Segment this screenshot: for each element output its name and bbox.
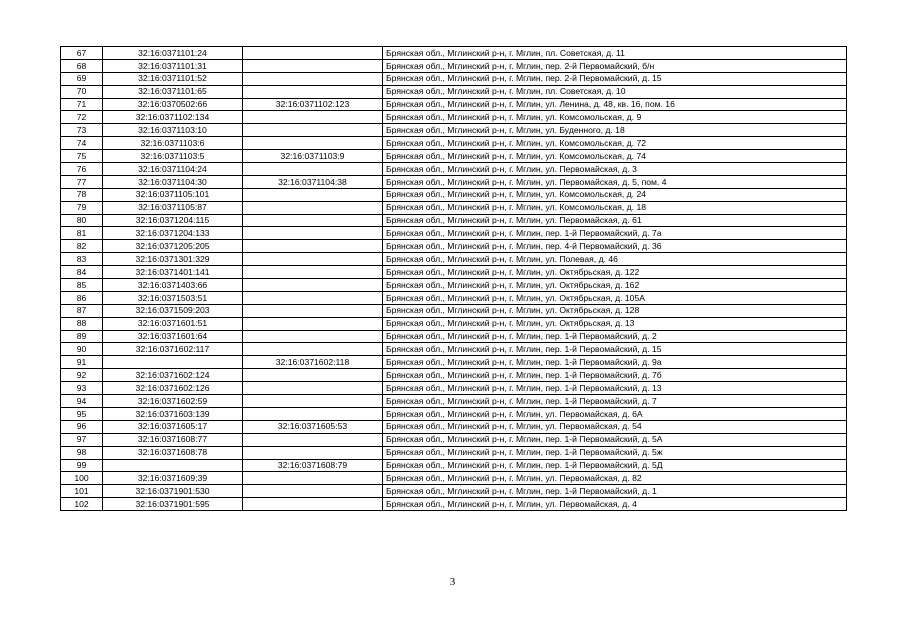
row-number-cell: 91 (61, 356, 103, 369)
table-row (61, 459, 847, 472)
table-row (61, 485, 847, 498)
building-cadastral-number-cell (243, 330, 383, 343)
table-row (61, 85, 847, 98)
cadastral-number-cell: 32:16:0371602:124 (103, 369, 243, 382)
building-cadastral-number-cell (243, 266, 383, 279)
table-row (61, 420, 847, 433)
cadastral-number-cell: 32:16:0371301:329 (103, 253, 243, 266)
table-row (61, 472, 847, 485)
building-cadastral-number-cell (243, 85, 383, 98)
table-row (61, 227, 847, 240)
row-number-cell: 97 (61, 433, 103, 446)
building-cadastral-number-cell (243, 47, 383, 60)
cadastral-number-cell: 32:16:0371401:141 (103, 266, 243, 279)
building-cadastral-number-cell (243, 227, 383, 240)
address-cell: Брянская обл., Мглинский р-н, г. Мглин, ул. Первомайская, д. 4 (383, 498, 847, 511)
address-cell: Брянская обл., Мглинский р-н, г. Мглин, ул. Полевая, д. 46 (383, 253, 847, 266)
address-cell: Брянская обл., Мглинский р-н, г. Мглин, пер. 1-й Первомайский, д. 1 (383, 485, 847, 498)
cadastral-number-cell: 32:16:0371601:64 (103, 330, 243, 343)
address-cell: Брянская обл., Мглинский р-н, г. Мглин, пер. 1-й Первомайский, д. 13 (383, 382, 847, 395)
building-cadastral-number-cell (243, 407, 383, 420)
address-cell: Брянская обл., Мглинский р-н, г. Мглин, пер. 1-й Первомайский, д. 5А (383, 433, 847, 446)
building-cadastral-number-cell: 32:16:0371104:38 (243, 175, 383, 188)
row-number-cell: 77 (61, 175, 103, 188)
building-cadastral-number-cell (243, 214, 383, 227)
address-cell: Брянская обл., Мглинский р-н, г. Мглин, пл. Советская, д. 10 (383, 85, 847, 98)
cadastral-number-cell: 32:16:0371204:115 (103, 214, 243, 227)
address-cell: Брянская обл., Мглинский р-н, г. Мглин, пл. Советская, д. 11 (383, 47, 847, 60)
address-cell: Брянская обл., Мглинский р-н, г. Мглин, ул. Октябрьская, д. 13 (383, 317, 847, 330)
building-cadastral-number-cell (243, 240, 383, 253)
table-row (61, 395, 847, 408)
table-row (61, 111, 847, 124)
address-cell: Брянская обл., Мглинский р-н, г. Мглин, ул. Октябрьская, д. 128 (383, 304, 847, 317)
cadastral-number-cell: 32:16:0371602:59 (103, 395, 243, 408)
row-number-cell: 95 (61, 407, 103, 420)
cadastral-number-cell: 32:16:0371101:31 (103, 59, 243, 72)
table-row (61, 72, 847, 85)
table-row (61, 137, 847, 150)
address-cell: Брянская обл., Мглинский р-н, г. Мглин, ул. Первомайская, д. 6А (383, 407, 847, 420)
table-row (61, 291, 847, 304)
address-cell: Брянская обл., Мглинский р-н, г. Мглин, пер. 2-й Первомайский, б/н (383, 59, 847, 72)
cadastral-number-cell: 32:16:0371901:530 (103, 485, 243, 498)
table-row (61, 266, 847, 279)
table-row (61, 240, 847, 253)
cadastral-number-cell: 32:16:0371103:6 (103, 137, 243, 150)
table-row (61, 188, 847, 201)
row-number-cell: 96 (61, 420, 103, 433)
cadastral-number-cell: 32:16:0371602:126 (103, 382, 243, 395)
cadastral-number-cell: 32:16:0371609:39 (103, 472, 243, 485)
cadastral-number-cell: 32:16:0371104:30 (103, 175, 243, 188)
building-cadastral-number-cell (243, 343, 383, 356)
row-number-cell: 92 (61, 369, 103, 382)
registry-table-body (61, 47, 847, 511)
row-number-cell: 70 (61, 85, 103, 98)
address-cell: Брянская обл., Мглинский р-н, г. Мглин, ул. Первомайская, д. 5, пом. 4 (383, 175, 847, 188)
address-cell: Брянская обл., Мглинский р-н, г. Мглин, пер. 1-й Первомайский, д. 7б (383, 369, 847, 382)
row-number-cell: 89 (61, 330, 103, 343)
row-number-cell: 72 (61, 111, 103, 124)
cadastral-number-cell: 32:16:0371608:77 (103, 433, 243, 446)
cadastral-number-cell: 32:16:0371101:65 (103, 85, 243, 98)
table-row (61, 175, 847, 188)
table-row (61, 98, 847, 111)
table-row (61, 163, 847, 176)
cadastral-number-cell: 32:16:0371403:66 (103, 279, 243, 292)
cadastral-number-cell: 32:16:0371205:205 (103, 240, 243, 253)
row-number-cell: 79 (61, 201, 103, 214)
building-cadastral-number-cell (243, 111, 383, 124)
address-cell: Брянская обл., Мглинский р-н, г. Мглин, ул. Комсомольская, д. 9 (383, 111, 847, 124)
address-cell: Брянская обл., Мглинский р-н, г. Мглин, пер. 2-й Первомайский, д. 15 (383, 72, 847, 85)
table-row (61, 59, 847, 72)
table-row (61, 150, 847, 163)
building-cadastral-number-cell (243, 291, 383, 304)
address-cell: Брянская обл., Мглинский р-н, г. Мглин, ул. Ленина, д. 48, кв. 16, пом. 16 (383, 98, 847, 111)
cadastral-number-cell: 32:16:0371509:203 (103, 304, 243, 317)
address-cell: Брянская обл., Мглинский р-н, г. Мглин, пер. 1-й Первомайский, д. 7а (383, 227, 847, 240)
cadastral-number-cell: 32:16:0371503:51 (103, 291, 243, 304)
address-cell: Брянская обл., Мглинский р-н, г. Мглин, пер. 1-й Первомайский, д. 15 (383, 343, 847, 356)
row-number-cell: 88 (61, 317, 103, 330)
table-row (61, 253, 847, 266)
table-row (61, 304, 847, 317)
table-row (61, 47, 847, 60)
row-number-cell: 86 (61, 291, 103, 304)
row-number-cell: 87 (61, 304, 103, 317)
building-cadastral-number-cell (243, 317, 383, 330)
building-cadastral-number-cell (243, 395, 383, 408)
table-row (61, 330, 847, 343)
row-number-cell: 84 (61, 266, 103, 279)
building-cadastral-number-cell: 32:16:0371602:118 (243, 356, 383, 369)
row-number-cell: 80 (61, 214, 103, 227)
building-cadastral-number-cell (243, 382, 383, 395)
address-cell: Брянская обл., Мглинский р-н, г. Мглин, ул. Октябрьская, д. 105А (383, 291, 847, 304)
table-row (61, 214, 847, 227)
address-cell: Брянская обл., Мглинский р-н, г. Мглин, ул. Октябрьская, д. 162 (383, 279, 847, 292)
building-cadastral-number-cell (243, 124, 383, 137)
address-cell: Брянская обл., Мглинский р-н, г. Мглин, ул. Комсомольская, д. 72 (383, 137, 847, 150)
registry-table (60, 46, 847, 511)
table-row (61, 498, 847, 511)
address-cell: Брянская обл., Мглинский р-н, г. Мглин, пер. 1-й Первомайский, д. 9а (383, 356, 847, 369)
building-cadastral-number-cell (243, 369, 383, 382)
building-cadastral-number-cell (243, 498, 383, 511)
cadastral-number-cell: 32:16:0371901:595 (103, 498, 243, 511)
table-row (61, 201, 847, 214)
table-row (61, 407, 847, 420)
row-number-cell: 83 (61, 253, 103, 266)
building-cadastral-number-cell (243, 253, 383, 266)
building-cadastral-number-cell (243, 201, 383, 214)
address-cell: Брянская обл., Мглинский р-н, г. Мглин, ул. Первомайская, д. 61 (383, 214, 847, 227)
building-cadastral-number-cell: 32:16:0371605:53 (243, 420, 383, 433)
building-cadastral-number-cell: 32:16:0371103:9 (243, 150, 383, 163)
address-cell: Брянская обл., Мглинский р-н, г. Мглин, ул. Первомайская, д. 54 (383, 420, 847, 433)
address-cell: Брянская обл., Мглинский р-н, г. Мглин, пер. 1-й Первомайский, д. 7 (383, 395, 847, 408)
table-row (61, 356, 847, 369)
building-cadastral-number-cell (243, 59, 383, 72)
table-row (61, 279, 847, 292)
building-cadastral-number-cell: 32:16:0371608:79 (243, 459, 383, 472)
page-number: 3 (449, 576, 456, 588)
address-cell: Брянская обл., Мглинский р-н, г. Мглин, ул. Комсомольская, д. 24 (383, 188, 847, 201)
building-cadastral-number-cell (243, 304, 383, 317)
building-cadastral-number-cell (243, 137, 383, 150)
cadastral-number-cell: 32:16:0371603:139 (103, 407, 243, 420)
address-cell: Брянская обл., Мглинский р-н, г. Мглин, ул. Первомайская, д. 3 (383, 163, 847, 176)
address-cell: Брянская обл., Мглинский р-н, г. Мглин, ул. Комсомольская, д. 74 (383, 150, 847, 163)
row-number-cell: 85 (61, 279, 103, 292)
row-number-cell: 82 (61, 240, 103, 253)
table-row (61, 317, 847, 330)
table-row (61, 124, 847, 137)
building-cadastral-number-cell (243, 163, 383, 176)
cadastral-number-cell: 32:16:0371101:24 (103, 47, 243, 60)
row-number-cell: 99 (61, 459, 103, 472)
building-cadastral-number-cell (243, 446, 383, 459)
cadastral-number-cell: 32:16:0371105:101 (103, 188, 243, 201)
address-cell: Брянская обл., Мглинский р-н, г. Мглин, пер. 1-й Первомайский, д. 5ж (383, 446, 847, 459)
cadastral-number-cell: 32:16:0371602:117 (103, 343, 243, 356)
row-number-cell: 78 (61, 188, 103, 201)
building-cadastral-number-cell (243, 188, 383, 201)
table-row (61, 343, 847, 356)
address-cell: Брянская обл., Мглинский р-н, г. Мглин, пер. 4-й Первомайский, д. 36 (383, 240, 847, 253)
building-cadastral-number-cell (243, 279, 383, 292)
address-cell: Брянская обл., Мглинский р-н, г. Мглин, пер. 1-й Первомайский, д. 5Д (383, 459, 847, 472)
row-number-cell: 100 (61, 472, 103, 485)
address-cell: Брянская обл., Мглинский р-н, г. Мглин, ул. Октябрьская, д. 122 (383, 266, 847, 279)
row-number-cell: 81 (61, 227, 103, 240)
row-number-cell: 73 (61, 124, 103, 137)
row-number-cell: 93 (61, 382, 103, 395)
building-cadastral-number-cell: 32:16:0371102:123 (243, 98, 383, 111)
cadastral-number-cell: 32:16:0371605:17 (103, 420, 243, 433)
building-cadastral-number-cell (243, 72, 383, 85)
table-row (61, 369, 847, 382)
cadastral-number-cell: 32:16:0371608:78 (103, 446, 243, 459)
cadastral-number-cell: 32:16:0371101:52 (103, 72, 243, 85)
row-number-cell: 75 (61, 150, 103, 163)
cadastral-number-cell: 32:16:0371104:24 (103, 163, 243, 176)
row-number-cell: 68 (61, 59, 103, 72)
address-cell: Брянская обл., Мглинский р-н, г. Мглин, ул. Первомайская, д. 82 (383, 472, 847, 485)
cadastral-number-cell: 32:16:0370502:66 (103, 98, 243, 111)
building-cadastral-number-cell (243, 472, 383, 485)
cadastral-number-cell: 32:16:0371105:87 (103, 201, 243, 214)
building-cadastral-number-cell (243, 485, 383, 498)
table-row (61, 446, 847, 459)
cadastral-number-cell (103, 459, 243, 472)
row-number-cell: 101 (61, 485, 103, 498)
row-number-cell: 94 (61, 395, 103, 408)
address-cell: Брянская обл., Мглинский р-н, г. Мглин, ул. Буденного, д. 18 (383, 124, 847, 137)
row-number-cell: 98 (61, 446, 103, 459)
table-row (61, 433, 847, 446)
building-cadastral-number-cell (243, 433, 383, 446)
cadastral-number-cell (103, 356, 243, 369)
row-number-cell: 67 (61, 47, 103, 60)
row-number-cell: 76 (61, 163, 103, 176)
row-number-cell: 90 (61, 343, 103, 356)
cadastral-number-cell: 32:16:0371102:134 (103, 111, 243, 124)
row-number-cell: 102 (61, 498, 103, 511)
cadastral-number-cell: 32:16:0371601:51 (103, 317, 243, 330)
cadastral-number-cell: 32:16:0371103:10 (103, 124, 243, 137)
address-cell: Брянская обл., Мглинский р-н, г. Мглин, ул. Комсомольская, д. 18 (383, 201, 847, 214)
cadastral-number-cell: 32:16:0371103:5 (103, 150, 243, 163)
cadastral-number-cell: 32:16:0371204:133 (103, 227, 243, 240)
row-number-cell: 69 (61, 72, 103, 85)
row-number-cell: 71 (61, 98, 103, 111)
row-number-cell: 74 (61, 137, 103, 150)
table-row (61, 382, 847, 395)
address-cell: Брянская обл., Мглинский р-н, г. Мглин, пер. 1-й Первомайский, д. 2 (383, 330, 847, 343)
